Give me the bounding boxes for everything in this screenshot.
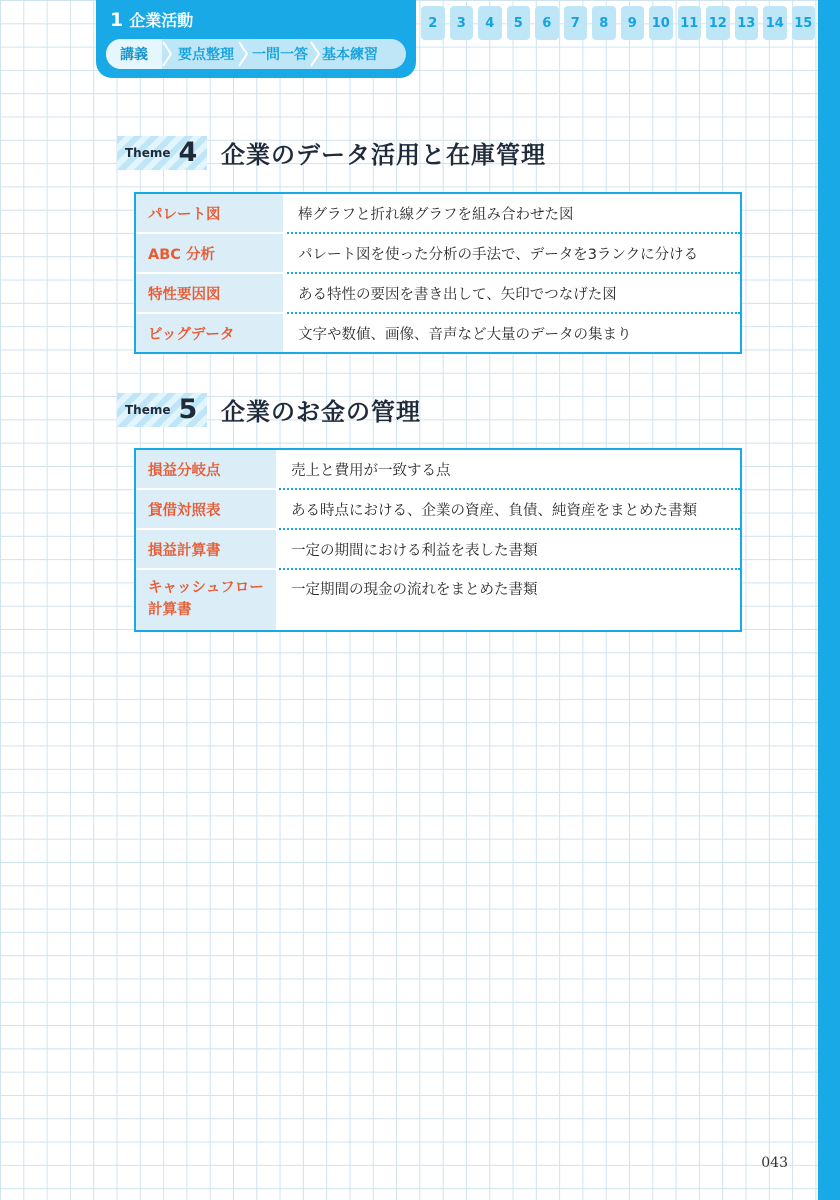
nav-lecture[interactable] [106,39,162,69]
definition: 一定期間の現金の流れをまとめた書類 [291,582,538,598]
definition: 一定の期間における利益を表した書類 [291,542,538,559]
definition: パレート図を使った分析の手法で、データを3ランクに分ける [298,246,699,263]
chapter-tab[interactable]: 8 [592,6,616,40]
table-row [136,194,740,232]
term: ビッグデータ [136,312,286,352]
theme-word: Theme [125,145,171,160]
chapter-tab[interactable]: 14 [763,6,787,40]
chapter-tab[interactable]: 6 [535,6,559,40]
theme-4-table [134,192,742,354]
chapter-label [110,8,193,31]
theme-number: 4 [178,137,198,168]
definition: 文字や数値、画像、音声など大量のデータの集まり [298,326,632,343]
chapter-tab[interactable]: 3 [450,6,474,40]
table-row [136,528,740,568]
nav-practice[interactable] [320,39,380,69]
term: 特性要因図 [136,272,286,312]
term: ABC 分析 [136,232,286,272]
nav-key-points-label: 要点整理 [178,47,234,63]
theme-4-heading [117,135,546,170]
chapter-tab[interactable]: 10 [649,6,673,40]
page-number: 043 [761,1155,788,1171]
term: 損益計算書 [136,528,279,568]
chapter-tab[interactable]: 15 [792,6,816,40]
definition: ある時点における、企業の資産、負債、純資産をまとめた書類 [291,502,697,519]
theme-title: 企業のデータ活用と在庫管理 [221,141,546,169]
term: キャッシュフロー 計算書 [136,568,279,630]
theme-5-table [134,448,742,632]
nav-quiz[interactable] [248,39,310,69]
nav-key-points[interactable] [172,39,238,69]
nav-quiz-label: 一問一答 [252,47,308,63]
nav-separator-icon [162,39,172,69]
chapter-tab[interactable]: 4 [478,6,502,40]
nav-separator-icon [238,39,248,69]
chapter-tab[interactable]: 2 [421,6,445,40]
nav-practice-label: 基本練習 [322,47,378,63]
theme-title: 企業のお金の管理 [221,398,421,426]
nav-lecture-label: 講義 [120,47,148,63]
term: 貸借対照表 [136,488,279,528]
table-row [136,232,740,272]
table-row [136,272,740,312]
definition: ある特性の要因を書き出して、矢印でつなげた図 [298,286,617,303]
theme-5-heading [117,392,421,427]
chapter-tab[interactable]: 11 [678,6,702,40]
chapter-tab[interactable]: 7 [564,6,588,40]
chapter-tab[interactable]: 13 [735,6,759,40]
chapter-number: 1 [110,9,124,31]
chapter-title: 企業活動 [129,11,194,30]
term: 損益分岐点 [136,450,279,488]
table-row [136,312,740,352]
definition: 売上と費用が一致する点 [291,462,451,479]
chapter-header [96,0,416,78]
definition: 棒グラフと折れ線グラフを組み合わせた図 [298,206,574,223]
table-row [136,568,740,630]
table-row [136,450,740,488]
side-color-bar [818,0,840,1200]
chapter-tab[interactable]: 5 [507,6,531,40]
term: パレート図 [136,194,286,232]
theme-number: 5 [178,394,198,425]
theme-word: Theme [125,402,171,417]
table-row [136,488,740,528]
theme-badge [117,393,207,427]
chapter-tabs [421,6,815,40]
theme-badge [117,136,207,170]
nav-separator-icon [310,39,320,69]
chapter-tab[interactable]: 9 [621,6,645,40]
chapter-tab[interactable]: 12 [706,6,730,40]
section-nav [106,39,406,69]
